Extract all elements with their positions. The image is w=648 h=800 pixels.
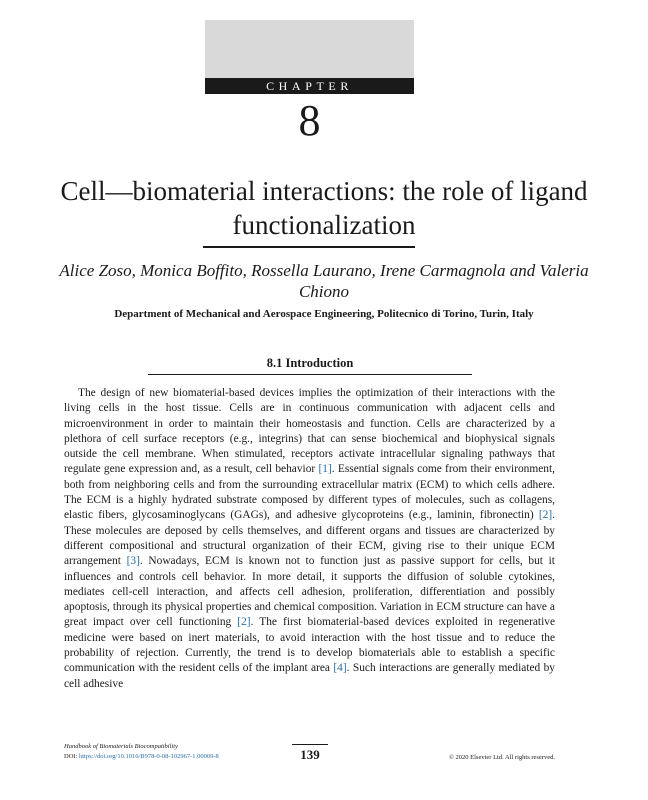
citation-link[interactable]: [2]: [538, 509, 553, 522]
chapter-number: 8: [298, 96, 321, 145]
doi-line: [64, 752, 294, 762]
section-divider: [148, 374, 472, 375]
body-text-segment: . Such interactions are generally mediated by cell adhesive: [64, 662, 555, 690]
book-title: Handbook of Biomaterials Biocompatibility: [64, 743, 178, 750]
citation-link[interactable]: [3]: [126, 555, 140, 568]
citation-link[interactable]: [2]: [237, 616, 251, 629]
body-text-segment: . Nowadays, ECM is known not to function just as passive support for cells, but it influences and controls cell behavior. In more detail, it supports the diffusion of soluble cytokines, mediates cell-cell interaction, and affects cell adhesion, proliferation, differentiation and possibly apoptosis, through its physical properties and chemical composition. Variation in ECM structure can have a great impact over cell functioning: [64, 555, 555, 629]
doi-label: DOI:: [64, 753, 79, 760]
body-text-segment: . The first biomaterial-based devices exploited in regenerative medicine were based on inert materials, to avoid interaction with the host tissue and to reduce the probability of rejection. Currently, the trend is to develop biomaterials able to establish a specific communication with the resident cells of the implant area: [64, 616, 555, 675]
chapter-label: CHAPTER: [205, 78, 414, 94]
section-heading: 8.1 Introduction: [266, 356, 354, 370]
doi-link[interactable]: https://doi.org/10.1016/B978-0-08-102967-1.00009-8: [78, 753, 219, 760]
affiliation: Department of Mechanical and Aerospace Engineering, Politecnico di Torino, Turin, Italy: [114, 308, 534, 320]
title-divider: [203, 246, 415, 248]
body-text-segment: . Essential signals come from their environment, both from neighboring cells and from the surrounding extracellular matrix (ECM) to which cells adhere. The ECM is a highly hydrated substrate composed by different types of molecules, such as collagens, elastic fibers, glycosaminoglycans (GAGs), and adhesive glycoproteins (e.g., laminin, fibronectin): [64, 463, 555, 522]
body-paragraph: [64, 386, 555, 692]
footer-divider: [292, 744, 328, 745]
author-list: Alice Zoso, Monica Boffito, Rossella Laurano, Irene Carmagnola and Valeria Chiono: [59, 261, 589, 301]
body-text-segment: . These molecules are deposed by cells themselves, and different organs and tissues are characterized by different compositional and structural organization of their ECM, giving rise to their unique ECM arrangement: [64, 509, 555, 568]
citation-link[interactable]: [4]: [333, 662, 347, 675]
chapter-header-box: [205, 20, 414, 78]
copyright-notice: © 2020 Elsevier Ltd. All rights reserved.: [448, 754, 555, 761]
footer-source: [64, 742, 294, 762]
chapter-title: Cell—biomaterial interactions: the role of ligand functionalization: [60, 176, 588, 240]
page-number: 139: [300, 747, 320, 762]
body-text-segment: The design of new biomaterial-based devices implies the optimization of their interactions with the living cells in the host tissue. Cells are in continuous communication with adjacent cells and microenvironment in order to maintain their homeostasis and function. Cells are characterized by a plethora of cell surface receptors (e.g., integrins) that can sense biochemical and biophysical signals outside the cell membrane. When stimulated, receptors activate intracellular signaling pathways that regulate gene expression and, as a result, cell behavior: [64, 387, 555, 476]
citation-link[interactable]: [1]: [318, 463, 332, 476]
